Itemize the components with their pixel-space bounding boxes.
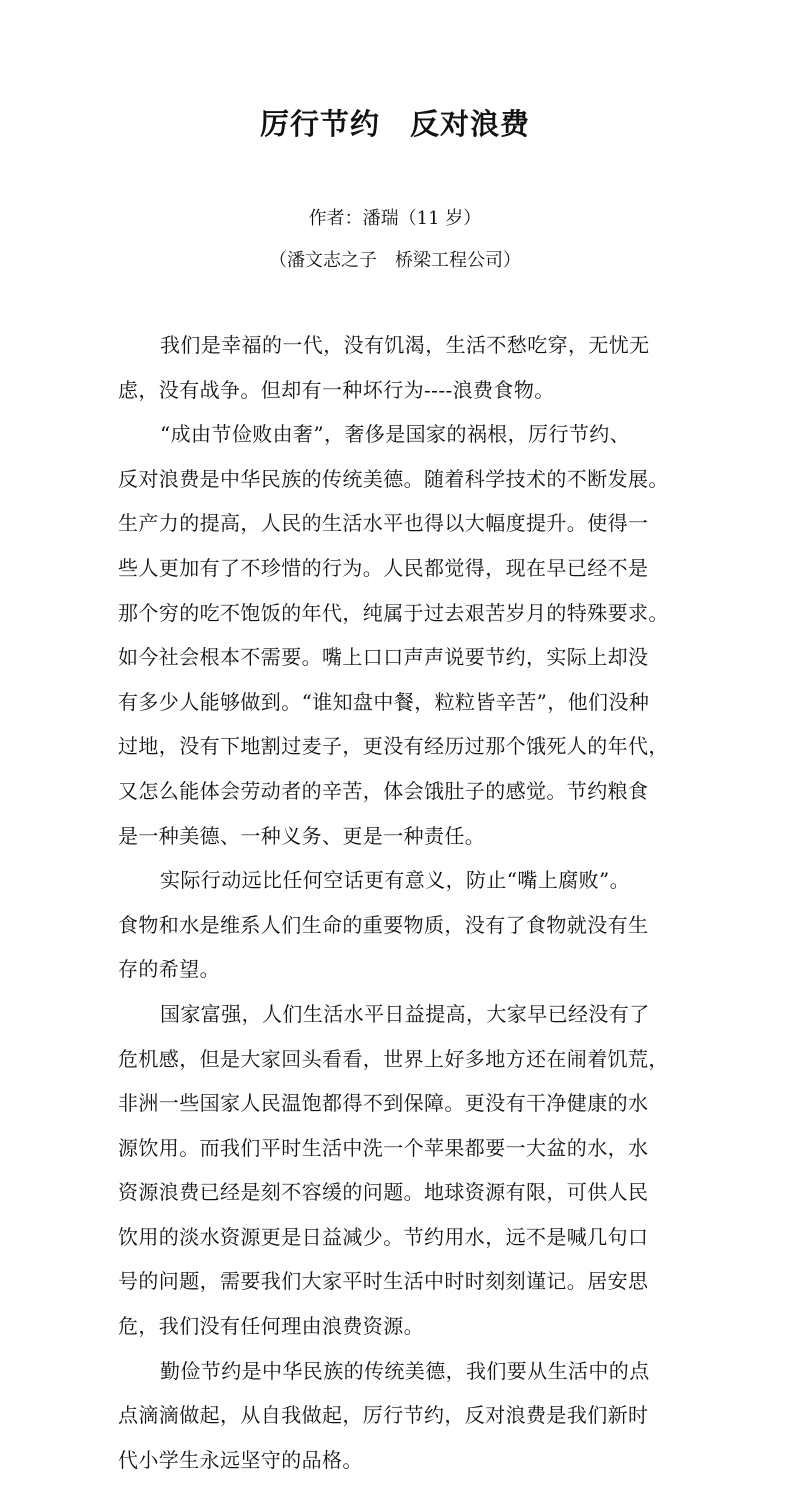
paragraph-line: 存的希望。 (118, 957, 220, 982)
paragraph-line: 代小学生永远坚守的品格。 (118, 1447, 363, 1472)
paragraph-line: 点滴滴做起，从自我做起，厉行节约，反对浪费是我们新时 (118, 1403, 649, 1428)
paragraph-line: 反对浪费是中华民族的传统美德。随着科学技术的不断发展。 (118, 466, 669, 491)
paragraph-line: “成由节俭败由奢”，奢侈是国家的祸根，厉行节约、 (160, 422, 631, 447)
paragraph-line: 危，我们没有任何理由浪费资源。 (118, 1314, 424, 1339)
paragraph-line: 如今社会根本不需要。嘴上口口声声说要节约，实际上却没 (118, 645, 649, 670)
paragraph-line: 源饮用。而我们平时生活中洗一个苹果都要一大盆的水，水 (118, 1135, 649, 1160)
paragraph (118, 858, 678, 992)
essay-body (118, 323, 678, 1482)
paragraph-line: 虑，没有战争。但却有一种坏行为----浪费食物。 (118, 377, 555, 402)
paragraph (118, 323, 678, 412)
paragraph (118, 992, 678, 1349)
paragraph-line: 些人更加有了不珍惜的行为。人民都觉得，现在早已经不是 (118, 555, 649, 580)
paragraph-line: 危机感，但是大家回头看看，世界上好多地方还在闹着饥荒， (118, 1046, 669, 1071)
paragraph-line: 国家富强，人们生活水平日益提高，大家早已经没有了 (160, 1001, 650, 1026)
paragraph-line: 实际行动远比任何空话更有意义，防止“嘴上腐败”。 (160, 868, 631, 893)
paragraph-line: 是一种美德、一种义务、更是一种责任。 (118, 823, 486, 848)
author-line: 作者：潘瑞（11 岁） (308, 208, 482, 229)
paragraph-line: 勤俭节约是中华民族的传统美德，我们要从生活中的点 (160, 1358, 650, 1383)
essay-title: 厉行节约 反对浪费 (259, 107, 530, 141)
paragraph-line: 食物和水是维系人们生命的重要物质，没有了食物就没有生 (118, 912, 649, 937)
paragraph-line: 那个穷的吃不饱饭的年代，纯属于过去艰苦岁月的特殊要求。 (118, 600, 669, 625)
paragraph-line: 号的问题，需要我们大家平时生活中时时刻刻谨记。居安思 (118, 1269, 649, 1294)
paragraph (118, 412, 678, 858)
paragraph-line: 生产力的提高，人民的生活水平也得以大幅度提升。使得一 (118, 511, 649, 536)
paragraph-line: 饮用的淡水资源更是日益减少。节约用水，远不是喊几句口 (118, 1224, 649, 1249)
paragraph-line: 非洲一些国家人民温饱都得不到保障。更没有干净健康的水 (118, 1091, 649, 1116)
paragraph-line: 又怎么能体会劳动者的辛苦，体会饿肚子的感觉。节约粮食 (118, 778, 649, 803)
paragraph-line: 过地，没有下地割过麦子，更没有经历过那个饿死人的年代， (118, 734, 669, 759)
paragraph-line: 有多少人能够做到。“谁知盘中餐，粒粒皆辛苦”，他们没种 (118, 689, 650, 714)
paragraph-line: 资源浪费已经是刻不容缓的问题。地球资源有限，可供人民 (118, 1180, 649, 1205)
affiliation-line: （潘文志之子 桥梁工程公司） (269, 250, 521, 271)
paragraph (118, 1349, 678, 1483)
paragraph-line: 我们是幸福的一代，没有饥渴，生活不愁吃穿，无忧无 (160, 333, 650, 357)
